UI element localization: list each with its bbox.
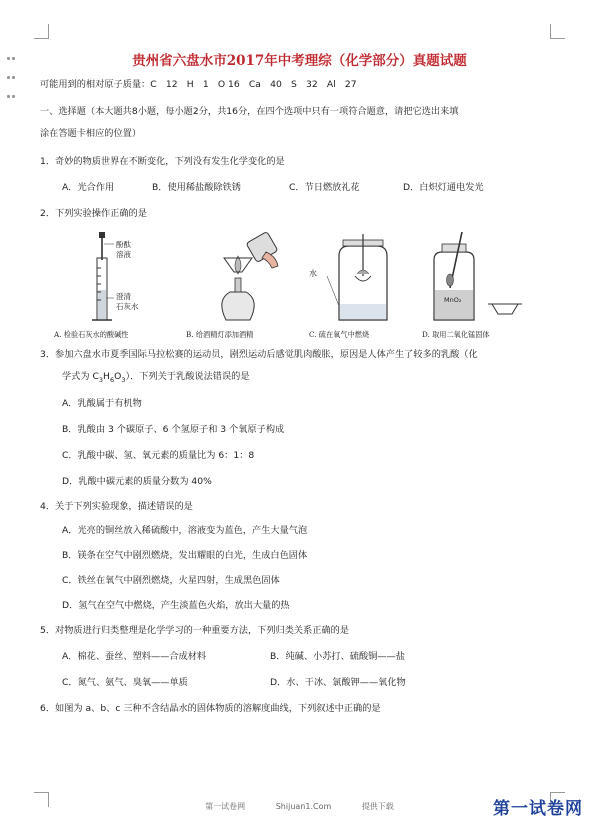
- label-line: 澄清: [116, 292, 131, 301]
- stem-text: ）．下列关于乳酸说法错误的是: [125, 371, 250, 382]
- option-b: B．乳酸由 3 个碳原子、6 个氢原子和 3 个氧原子构成: [62, 424, 285, 435]
- question-5-options-ab: [62, 651, 405, 663]
- option-a: A．光合作用: [62, 182, 115, 193]
- question-5-stem: 5．对物质进行归类整理是化学学习的一种重要方法，下列归类关系正确的是: [40, 625, 350, 636]
- label-mno2: MnO₂: [444, 296, 462, 304]
- section-heading-cont: 涂在答题卡相应的位置）: [40, 128, 142, 139]
- label-line: 酚酞: [116, 240, 131, 249]
- formula-sub: 3: [121, 375, 126, 384]
- formula-el: H: [103, 371, 110, 382]
- graduated-cylinder-illustration: [54, 230, 169, 326]
- option-c: C．乳酸中碳、氢、氧元素的质量比为 6：1：8: [62, 450, 255, 461]
- question-1-options: [62, 182, 484, 194]
- option-a: A．光亮的铜丝放入稀硫酸中，溶液变为蓝色，产生大量气泡: [62, 525, 308, 536]
- question-5-options-cd: [62, 677, 406, 689]
- label-line: 溶液: [116, 250, 131, 259]
- formula-sub: 3: [98, 375, 104, 384]
- question-4-stem: 4．关于下列实验现象，描述错误的是: [40, 501, 193, 512]
- formula-sub: 6: [109, 375, 115, 384]
- caption-d: D. 取用二氧化锰固体: [422, 330, 490, 339]
- label-water: 水: [309, 269, 317, 278]
- crop-mark: [550, 24, 565, 39]
- atomic-masses: 可能用到的相对原子质量：C 12 H 1 O 16 Ca 40 S 32 Al 27: [40, 79, 357, 90]
- question-3-stem: 3．参加六盘水市夏季国际马拉松赛的运动员，剧烈运动后感觉肌肉酸胀，原因是人体产生了较多的乳酸（化: [40, 349, 478, 360]
- stem-text: 学式为 C: [62, 371, 99, 382]
- figure-c: [309, 230, 419, 340]
- option-b: B．纯碱、小苏打、硫酸铜——盐: [270, 651, 405, 662]
- option-b: B．使用稀盐酸除铁锈: [152, 182, 241, 193]
- option-b: B．镁条在空气中剧烈燃烧，发出耀眼的白光，生成白色固体: [62, 550, 308, 561]
- question-1-stem: 1．奇妙的物质世界在不断变化，下列没有发生化学变化的是: [40, 156, 285, 167]
- question-6-stem: 6．如图为 a、b、c 三种不含结晶水的固体物质的溶解度曲线，下列叙述中正确的是: [40, 703, 381, 714]
- gas-jar-illustration: [309, 230, 419, 326]
- option-c: C．氮气、氨气、臭氧——单质: [62, 677, 188, 688]
- formula-el: O: [114, 371, 122, 382]
- question-2-stem: 2．下列实验操作正确的是: [40, 208, 147, 219]
- option-c: C．铁丝在氧气中剧烈燃烧，火星四射，生成黑色固体: [62, 575, 280, 586]
- option-c: C．节日燃放礼花: [289, 182, 360, 193]
- caption-a: A. 检验石灰水的酸碱性: [54, 330, 129, 339]
- option-a: A．棉花、蚕丝、塑料——合成材料: [62, 651, 207, 662]
- page-title: 贵州省六盘水市2017年中考理综（化学部分）真题试题: [132, 53, 467, 69]
- option-a: A．乳酸属于有机物: [62, 398, 142, 409]
- brand-logo: 第一试卷网: [493, 799, 583, 819]
- question-3-stem-cont: [62, 371, 250, 386]
- alcohol-lamp-illustration: [186, 230, 301, 326]
- label-line: 石灰水: [116, 302, 139, 311]
- reagent-bottle-illustration: [422, 230, 532, 326]
- section-heading: 一、选择题（本大题共8小题，每小题2分，共16分，在四个选项中只有一项符合题意，请把它选出来填: [40, 106, 459, 117]
- footer-right: 提供下载: [361, 802, 394, 811]
- figure-a: [54, 230, 169, 340]
- footer-left: 第一试卷网: [205, 802, 246, 811]
- figure-d: [422, 230, 532, 340]
- crop-mark: [34, 24, 49, 39]
- experiment-figure: [54, 230, 528, 340]
- label-limewater: [116, 292, 139, 312]
- footer-site[interactable]: Shijuan1.Com: [275, 802, 332, 811]
- option-d: D．乳酸中碳元素的质量分数为 40%: [62, 476, 212, 487]
- caption-b: B. 给酒精灯添加酒精: [186, 330, 254, 339]
- option-d: D．白炽灯通电发光: [403, 182, 484, 193]
- option-d: D．水、干冰、氯酸钾——氧化物: [270, 677, 406, 688]
- caption-c: C. 硫在氧气中燃烧: [309, 330, 370, 339]
- label-phenolphthalein: [116, 240, 131, 260]
- figure-b: [186, 230, 301, 340]
- option-d: D．氢气在空气中燃烧，产生淡蓝色火焰，放出大量的热: [62, 600, 290, 611]
